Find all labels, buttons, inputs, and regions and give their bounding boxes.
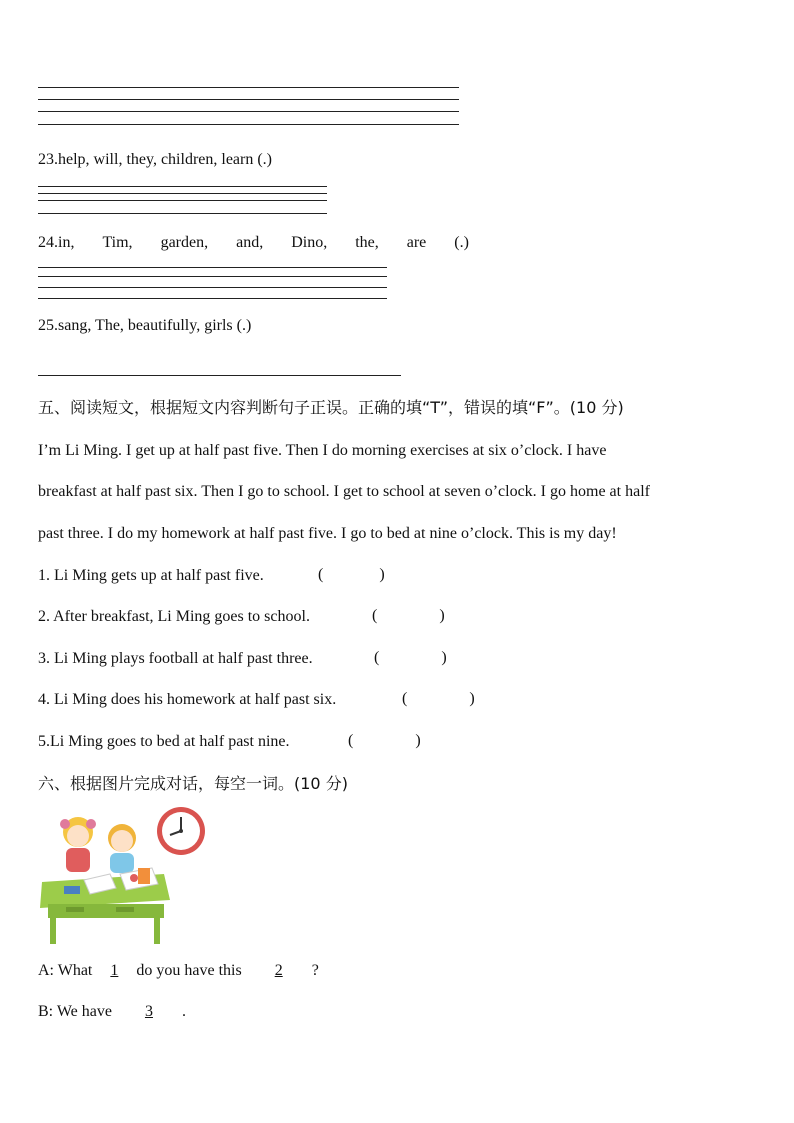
question-number: 23.	[38, 151, 58, 168]
question-text: help, will, they, children, learn (.)	[58, 151, 272, 168]
answer-line[interactable]	[38, 287, 387, 288]
answer-line[interactable]	[38, 193, 327, 194]
question-text: sang, The, beautifully, girls (.)	[58, 317, 252, 334]
word: the,	[355, 234, 379, 251]
answer-paren[interactable]: ( )	[372, 607, 445, 624]
question-24	[38, 233, 469, 253]
answer-paren[interactable]: ( )	[402, 690, 475, 707]
tf-item: 4. Li Ming does his homework at half past six.	[38, 691, 337, 708]
answer-line[interactable]	[38, 87, 459, 88]
dialogue-line-a: A: What 1 do you have this 2 ?	[38, 962, 319, 979]
answer-line[interactable]	[38, 267, 387, 268]
word: are	[406, 234, 427, 251]
word: Dino,	[291, 234, 328, 251]
children-drawing-illustration	[36, 804, 208, 946]
section-heading: 六、根据图片完成对话，每空一词。(10 分)	[38, 774, 348, 793]
clock-icon	[157, 807, 205, 855]
word: garden,	[160, 234, 209, 251]
answer-line[interactable]	[38, 111, 459, 112]
answer-blank[interactable]: 3	[144, 1003, 153, 1020]
passage-line: I’m Li Ming. I get up at half past five. Then I do morning exercises at six o’clock. I have	[38, 442, 607, 459]
answer-line[interactable]	[38, 200, 327, 201]
answer-line[interactable]	[38, 276, 387, 277]
word: 24.in,	[38, 234, 75, 251]
dialogue-line-b: B: We have 3 .	[38, 1003, 186, 1020]
section-heading: 五、阅读短文，根据短文内容判断句子正误。正确的填“T”，错误的填“F”。(10 分)	[38, 398, 624, 417]
question-23	[38, 150, 272, 170]
answer-paren[interactable]: ( )	[318, 566, 385, 583]
boy-figure	[108, 824, 136, 873]
answer-line[interactable]	[38, 213, 327, 214]
question-25	[38, 316, 251, 336]
answer-line[interactable]	[38, 99, 459, 100]
tf-item: 3. Li Ming plays football at half past three.	[38, 650, 313, 667]
word: (.)	[454, 234, 469, 251]
passage-line: past three. I do my homework at half past five. I go to bed at nine o’clock. This is my day!	[38, 525, 617, 542]
answer-line[interactable]	[38, 375, 401, 376]
answer-line[interactable]	[38, 186, 327, 187]
answer-blank[interactable]: 2	[274, 962, 283, 979]
answer-paren[interactable]: ( )	[348, 732, 421, 749]
answer-blank[interactable]: 1	[110, 962, 119, 979]
answer-line[interactable]	[38, 298, 387, 299]
question-number: 24.	[38, 234, 58, 251]
tf-item: 2. After breakfast, Li Ming goes to school.	[38, 608, 310, 625]
tf-item: 1. Li Ming gets up at half past five.	[38, 567, 264, 584]
passage-line: breakfast at half past six. Then I go to school. I get to school at seven o’clock. I go home at half	[38, 483, 650, 500]
answer-paren[interactable]: ( )	[374, 649, 447, 666]
girl-figure	[60, 817, 96, 872]
answer-line[interactable]	[38, 124, 459, 125]
word: Tim,	[102, 234, 133, 251]
word: and,	[236, 234, 264, 251]
tf-item: 5.Li Ming goes to bed at half past nine.	[38, 733, 290, 750]
question-number: 25.	[38, 317, 58, 334]
